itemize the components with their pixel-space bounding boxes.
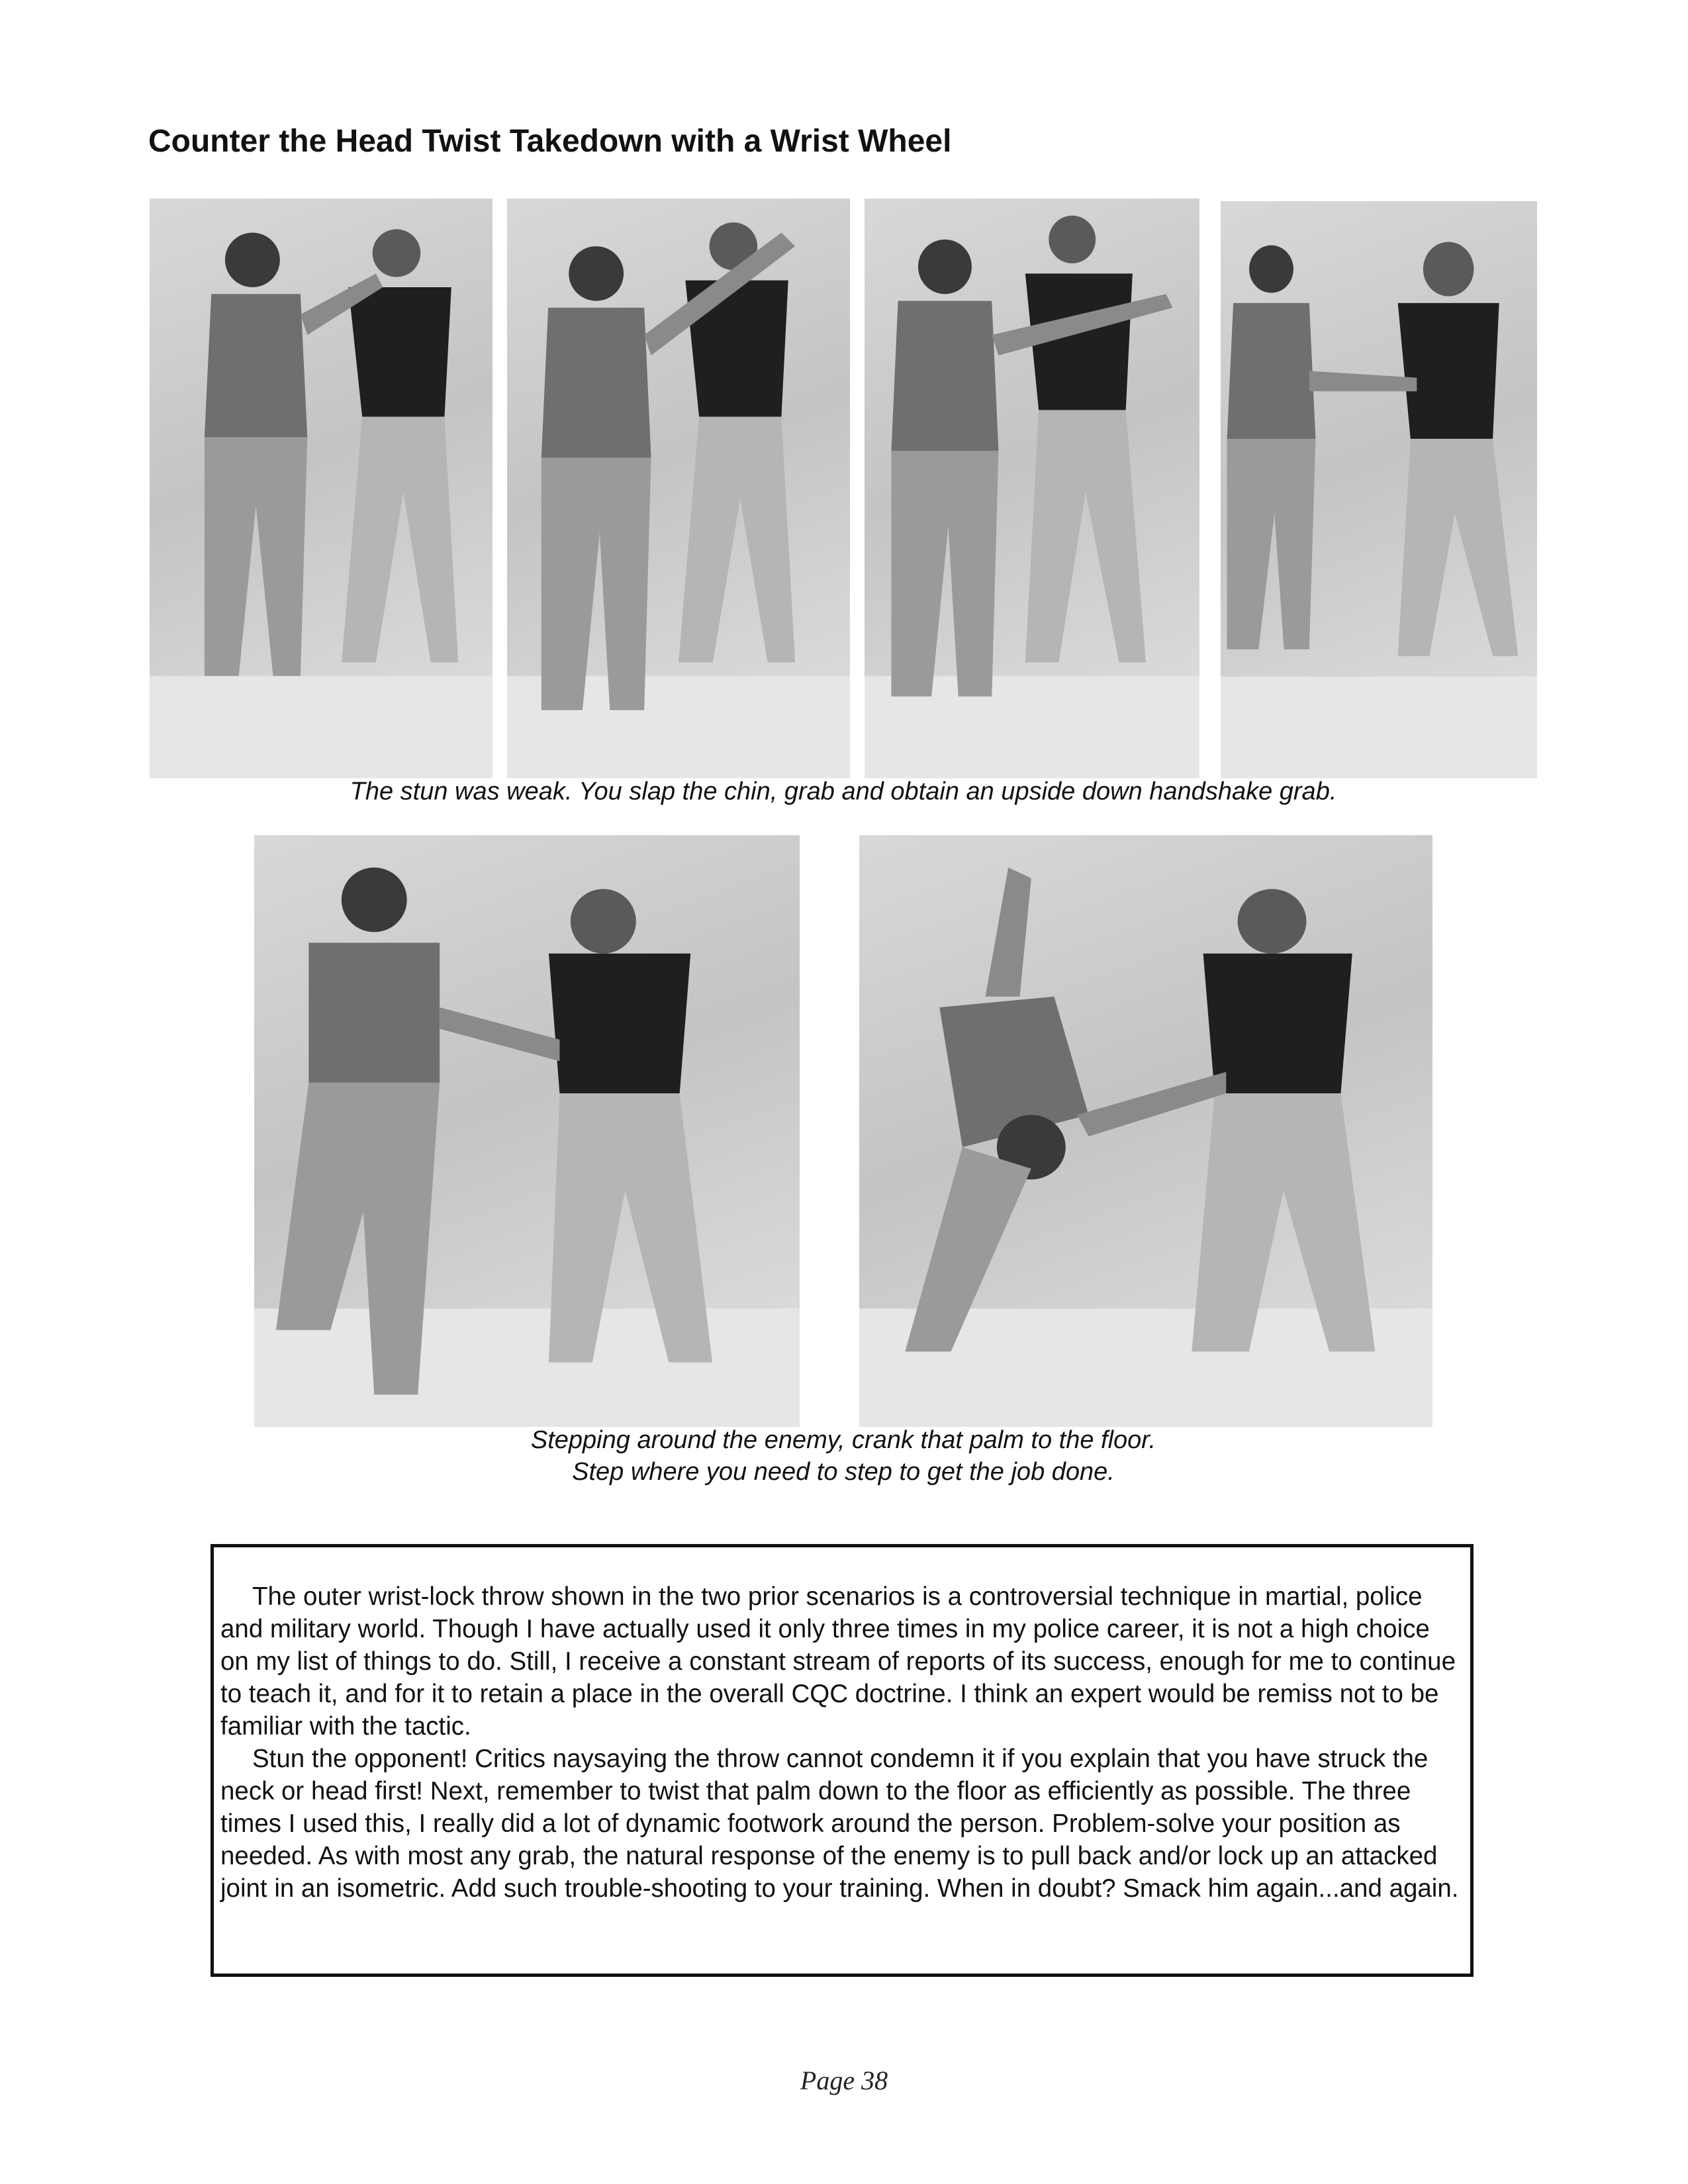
figures-illustration — [150, 199, 492, 778]
page-number: Page 38 — [800, 2066, 888, 2095]
figures-illustration — [507, 199, 850, 778]
photo-step-5 — [254, 835, 800, 1427]
caption-row-2-line-2: Step where you need to step to get the job done. — [572, 1458, 1115, 1486]
photo-step-3 — [865, 199, 1199, 778]
photo-step-6 — [859, 835, 1432, 1427]
page-title: Counter the Head Twist Takedown with a Wrist Wheel — [148, 124, 952, 159]
figures-illustration — [865, 199, 1199, 778]
caption-row-1: The stun was weak. You slap the chin, grab and obtain an upside down handshake grab. — [350, 778, 1337, 805]
photo-step-1 — [150, 199, 492, 778]
figures-illustration — [254, 835, 800, 1427]
sidebar-text-box — [211, 1544, 1474, 1977]
figures-illustration — [859, 835, 1432, 1427]
photo-step-2 — [507, 199, 850, 778]
figures-illustration — [1221, 201, 1537, 778]
box-paragraph-1: The outer wrist-lock throw shown in the two prior scenarios is a controversial technique in martial, police and military world. Though I have actually used it only three times in my police career, it is not a high choice on my list of things to do. Still, I receive a constant stream of reports of its success, enough for me to continue to teach it, and for it to retain a place in the overall CQC doctrine. I think an expert would be remiss not to be familiar with the tactic. — [220, 1582, 1456, 1741]
box-paragraph-2: Stun the opponent! Critics naysaying the throw cannot condemn it if you explain that you have struck the neck or head first! Next, remember to twist that palm down to the floor as efficiently as possible. The three times I used this, I really did a lot of dynamic footwork around the person. Problem-solve your position as needed. As with most any grab, the natural response of the enemy is to pull back and/or lock up an attacked joint in an isometric. Add such trouble-shooting to your training. When in doubt? Smack him again...and again. — [220, 1745, 1459, 1903]
caption-row-2-line-1: Stepping around the enemy, crank that palm to the floor. — [530, 1426, 1156, 1454]
photo-step-4 — [1221, 201, 1537, 778]
